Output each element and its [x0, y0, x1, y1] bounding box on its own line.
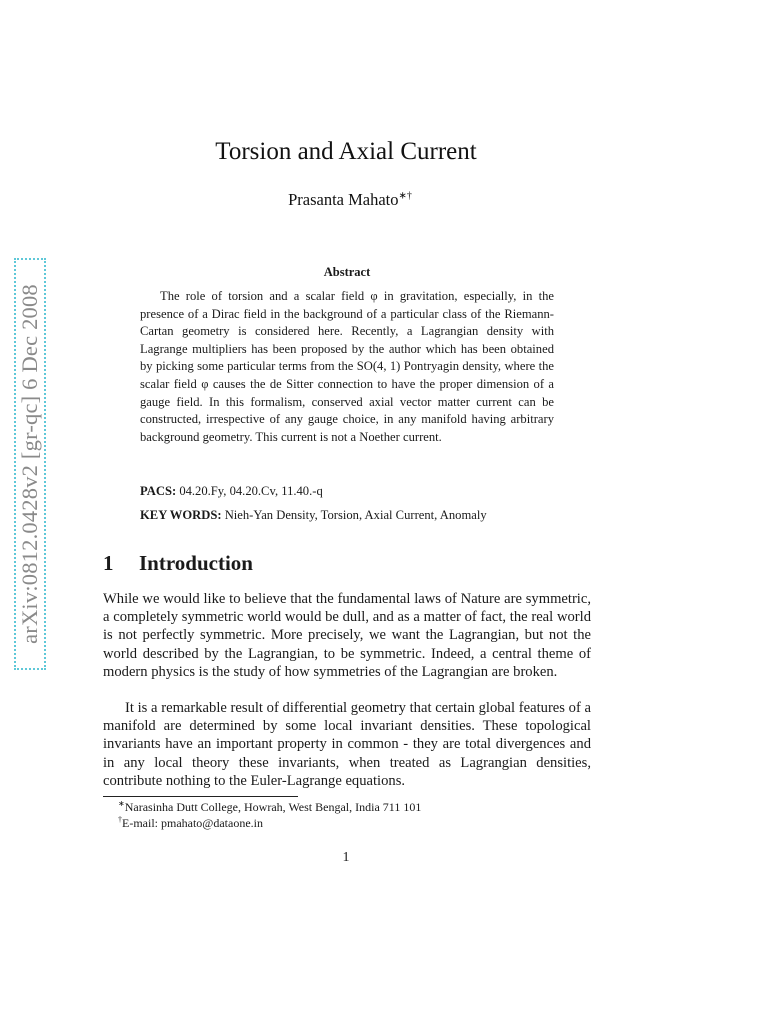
body-paragraph: It is a remarkable result of differential geometry that certain global features of a manifold are determined by some local invariant densities. These topological invariants have an important property in common - they are total divergences and in any local theory these invariants, when treated as Lagrangian densities, contribute nothing to the Euler-Lagrange equations. [103, 700, 591, 789]
footnote-mark: ∗ [118, 799, 125, 808]
keywords-line [140, 508, 554, 523]
section-title: Introduction [139, 551, 253, 575]
section-number: 1 [103, 551, 114, 575]
footnote [118, 815, 598, 831]
section-heading [103, 551, 253, 576]
paper-title: Torsion and Axial Current [215, 138, 477, 165]
arxiv-identifier: arXiv:0812.0428v2 [gr-qc] 6 Dec 2008 [17, 284, 43, 644]
keywords-value: Nieh-Yan Density, Torsion, Axial Current, Anomaly [224, 508, 487, 522]
arxiv-stamp[interactable] [14, 258, 46, 670]
author-footnote-marks: ∗† [398, 190, 412, 202]
page-number: 1 [342, 850, 350, 865]
footnote [118, 799, 598, 815]
abstract-heading: Abstract [323, 265, 371, 279]
footnote-text: E-mail: pmahato@dataone.in [122, 816, 264, 830]
author-line [0, 190, 700, 210]
author-name: Prasanta Mahato [288, 190, 399, 209]
footnote-rule [103, 796, 298, 797]
footnote-text: Narasinha Dutt College, Howrah, West Bengal, India 711 101 [124, 800, 422, 814]
abstract-text: The role of torsion and a scalar field φ in gravitation, especially, in the presence of a Dirac field in the background of a particular class of the Riemann-Cartan geometry is considered here. Recently, a Lagrangian density with Lagrange multipliers has been proposed by the author which has been obtained by picking some particular terms from the SO(4, 1) Pontryagin density, where the scalar field φ causes the de Sitter connection to have the proper dimension of a gauge field. In this formalism, conserved axial vector matter current can be constructed, irrespective of any gauge choice, in any manifold having arbitrary background geometry. This current is not a Noether current. [140, 289, 554, 444]
pacs-value: 04.20.Fy, 04.20.Cv, 11.40.-q [179, 484, 323, 498]
pacs-line [140, 484, 554, 499]
pacs-label: PACS: [140, 484, 177, 498]
body-paragraph: While we would like to believe that the fundamental laws of Nature are symmetric, a completely symmetric world would be dull, and as a matter of fact, the real world is not perfectly symmetric. More precisely, we want the Lagrangian, but not the world described by the Lagrangian, to be symmetric. Indeed, a central theme of modern physics is the study of how symmetries of the Lagrangian are broken. [103, 591, 591, 680]
keywords-label: KEY WORDS: [140, 508, 222, 522]
footnote-mark: † [118, 815, 122, 824]
